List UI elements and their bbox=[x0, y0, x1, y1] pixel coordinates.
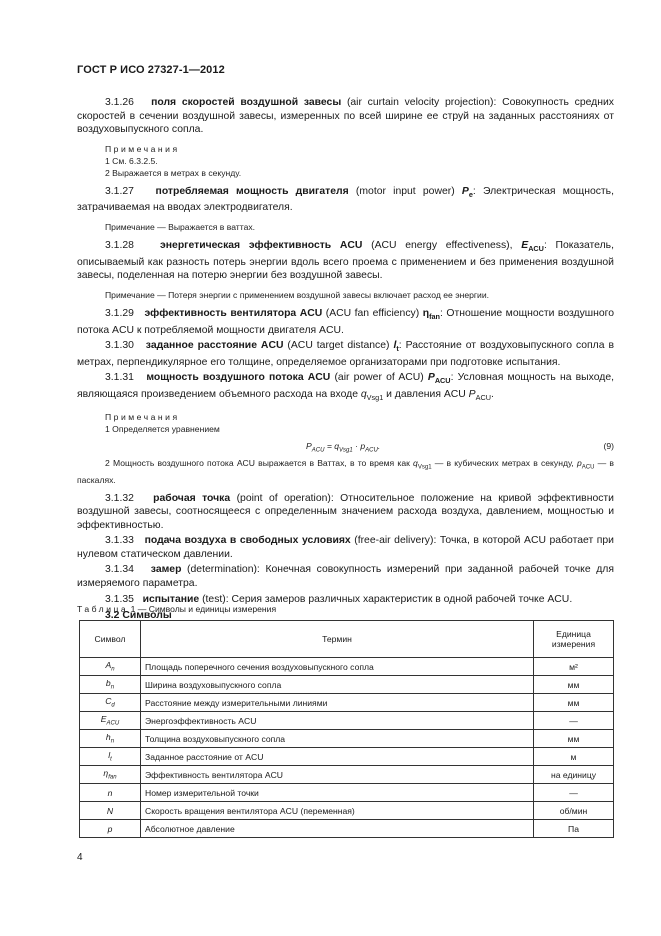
symbol-subscript: ACU bbox=[528, 244, 544, 254]
table-row bbox=[80, 784, 614, 802]
symbol-subscript: d bbox=[111, 702, 115, 709]
definition-3-1-31 bbox=[77, 371, 614, 404]
equation-number: (9) bbox=[603, 440, 614, 451]
definition-number: 3.1.35 bbox=[105, 593, 134, 605]
symbol: p bbox=[107, 823, 113, 834]
definition-text: : Отношение мощности воздушного потока ACU к потребляемой мощности двигателя ACU. bbox=[77, 307, 614, 336]
equation-lhs-subscript: ACU bbox=[311, 447, 325, 454]
definition-3-1-33 bbox=[77, 534, 614, 561]
symbol-cell bbox=[80, 748, 141, 766]
symbol: b bbox=[105, 678, 111, 689]
table-header-row bbox=[80, 621, 614, 658]
equation-p-subscript: ACU bbox=[365, 447, 378, 454]
equation-9 bbox=[77, 437, 614, 455]
symbol: C bbox=[105, 696, 112, 707]
column-header-unit: Единица измерения bbox=[534, 621, 614, 658]
note-item: Примечание — Потеря энергии с применением воздушной завесы включает расход ее энергии. bbox=[105, 289, 490, 300]
symbol: P bbox=[461, 185, 469, 197]
definition-text: (point of operation): Относительное положение на кривой эффективности воздушной завесы, соотносящееся с определенным значением расхода воздуха, давлением, мощностью и эффективностью. bbox=[77, 492, 614, 531]
document-body bbox=[77, 96, 614, 623]
symbol: P bbox=[427, 372, 435, 384]
flow-subscript: Vsg1 bbox=[417, 464, 432, 471]
note-item bbox=[77, 457, 614, 486]
definition-number: 3.1.33 bbox=[105, 535, 134, 547]
unit-cell: — bbox=[534, 712, 614, 730]
symbol-cell bbox=[80, 766, 141, 784]
flow-symbol: q bbox=[360, 389, 367, 401]
pressure-symbol: P bbox=[468, 389, 476, 401]
term-cell: Расстояние между измерительными линиями bbox=[141, 694, 534, 712]
note-3-1-28 bbox=[77, 289, 614, 301]
definition-end: . bbox=[490, 389, 494, 401]
note-item: 1 Определяется уравнением bbox=[105, 423, 220, 434]
definition-3-1-30 bbox=[77, 339, 614, 369]
table-row bbox=[80, 820, 614, 838]
note-text: 2 Мощность воздушного потока ACU выражается в Ваттах, в то время как bbox=[105, 457, 414, 468]
notes-3-1-31 bbox=[77, 411, 614, 486]
term-cell: Абсолютное давление bbox=[141, 820, 534, 838]
definition-text: : Расстояние от воздуховыпускного сопла в метрах, перпендикулярное его толщине, определяемое организаторами при подготовке испытания. bbox=[77, 340, 614, 368]
symbol: E bbox=[100, 714, 107, 725]
unit-cell: на единицу bbox=[534, 766, 614, 784]
term-cell: Площадь поперечного сечения воздуховыпускного сопла bbox=[141, 658, 534, 676]
term-cell: Эффективность вентилятора ACU bbox=[141, 766, 534, 784]
document-header: ГОСТ Р ИСО 27327-1—2012 bbox=[77, 64, 225, 76]
column-header-symbol: Символ bbox=[80, 621, 141, 658]
definition-number: 3.1.26 bbox=[105, 97, 134, 108]
symbol-cell bbox=[80, 694, 141, 712]
table-row bbox=[80, 802, 614, 820]
definition-english: (ACU fan efficiency) bbox=[322, 307, 423, 319]
unit-cell: — bbox=[534, 784, 614, 802]
table-row bbox=[80, 694, 614, 712]
definition-english: (air power of ACU) bbox=[330, 372, 428, 384]
definition-english: (motor input power) bbox=[348, 185, 462, 197]
definition-number: 3.1.34 bbox=[105, 564, 134, 576]
definition-text: : Условная мощность на выходе, являющаяся произведением объемного расхода на входе bbox=[77, 372, 614, 401]
symbol: η bbox=[422, 307, 430, 319]
unit-cell: м² bbox=[534, 658, 614, 676]
unit-cell: мм bbox=[534, 676, 614, 694]
definition-term: заданное расстояние ACU bbox=[145, 340, 284, 352]
unit-cell: мм bbox=[534, 694, 614, 712]
pressure-symbol: p bbox=[576, 457, 582, 468]
notes-title: Примечания bbox=[105, 143, 180, 154]
definition-term: поля скоростей воздушной завесы bbox=[151, 97, 342, 108]
definition-number: 3.1.32 bbox=[105, 492, 134, 504]
definition-english: (ACU target distance) bbox=[283, 340, 394, 352]
definition-term: испытание bbox=[142, 593, 200, 605]
definition-text-continued: и давления ACU bbox=[383, 389, 469, 401]
definition-term: замер bbox=[150, 564, 182, 576]
note-item: 1 См. 6.3.2.5. bbox=[105, 155, 158, 166]
definition-3-1-26 bbox=[77, 96, 614, 137]
definition-3-1-28 bbox=[77, 239, 614, 283]
symbol-subscript: t bbox=[396, 344, 399, 354]
symbol-subscript: ACU bbox=[434, 376, 451, 386]
term-cell: Скорость вращения вентилятора ACU (переменная) bbox=[141, 802, 534, 820]
definition-term: потребляемая мощность двигателя bbox=[155, 185, 349, 197]
symbol-subscript: e bbox=[468, 189, 473, 199]
symbol-cell bbox=[80, 730, 141, 748]
table-title bbox=[77, 604, 276, 614]
definition-term: эффективность вентилятора ACU bbox=[144, 307, 323, 319]
note-item: Примечание — Выражается в ваттах. bbox=[105, 222, 256, 233]
notes-title: Примечания bbox=[105, 411, 180, 422]
symbol: A bbox=[105, 660, 112, 671]
equation-end: . bbox=[377, 440, 381, 451]
symbol: N bbox=[106, 805, 114, 816]
symbol-cell bbox=[80, 712, 141, 730]
symbol-subscript: fan bbox=[429, 311, 440, 321]
definition-text: (test): Серия замеров различных характеристик в одной рабочей точке ACU. bbox=[199, 593, 573, 605]
note-text-end: — в паскалях. bbox=[77, 457, 614, 485]
unit-cell: м bbox=[534, 748, 614, 766]
definition-term: энергетическая эффективность ACU bbox=[160, 240, 363, 252]
symbol-subscript: n bbox=[110, 684, 115, 691]
definition-text: (free-air delivery): Точка, в которой ACU работает при нулевом статическом давлении. bbox=[77, 535, 614, 560]
unit-cell: Па bbox=[534, 820, 614, 838]
table-row bbox=[80, 712, 614, 730]
definition-3-1-29 bbox=[77, 307, 614, 337]
symbol-subscript: fan bbox=[108, 774, 117, 781]
symbol: h bbox=[105, 732, 111, 743]
equation bbox=[306, 440, 380, 458]
definition-3-1-32 bbox=[77, 492, 614, 533]
unit-cell: об/мин bbox=[534, 802, 614, 820]
symbol-cell bbox=[80, 784, 141, 802]
definition-term: рабочая точка bbox=[153, 492, 231, 504]
equation-q-subscript: Vsg1 bbox=[339, 447, 353, 454]
symbol-subscript: t bbox=[110, 756, 112, 763]
definition-3-1-27 bbox=[77, 185, 614, 215]
column-header-term: Термин bbox=[141, 621, 534, 658]
symbol-subscript: n bbox=[111, 666, 115, 673]
definition-text: : Электрическая мощность, затрачиваемая на вводах электродвигателя. bbox=[77, 185, 614, 214]
definition-term: подача воздуха в свободных условиях bbox=[144, 535, 351, 547]
equation-q: = q bbox=[324, 440, 340, 451]
table-title-text: 1 — Символы и единицы измерения bbox=[128, 604, 277, 614]
symbol-subscript: n bbox=[110, 738, 115, 745]
symbol-subscript: ACU bbox=[106, 720, 120, 727]
term-cell: Заданное расстояние от ACU bbox=[141, 748, 534, 766]
definition-text: (determination): Конечная совокупность измерений при заданной рабочей точке для измеряемого параметра. bbox=[77, 564, 614, 590]
flow-symbol: q bbox=[413, 457, 418, 468]
definition-term: мощность воздушного потока ACU bbox=[146, 372, 331, 384]
pressure-subscript: ACU bbox=[581, 464, 595, 471]
note-item: 2 Выражается в метрах в секунду. bbox=[105, 167, 242, 178]
equation-lhs: P bbox=[306, 440, 312, 451]
term-cell: Номер измерительной точки bbox=[141, 784, 534, 802]
flow-subscript: Vsg1 bbox=[366, 393, 384, 403]
term-cell: Ширина воздуховыпускного сопла bbox=[141, 676, 534, 694]
symbol: n bbox=[107, 787, 113, 798]
table-row bbox=[80, 766, 614, 784]
term-cell: Толщина воздуховыпускного сопла bbox=[141, 730, 534, 748]
definition-number: 3.1.28 bbox=[105, 240, 134, 252]
symbol: E bbox=[521, 240, 529, 252]
table-body bbox=[80, 658, 614, 838]
symbol-cell bbox=[80, 658, 141, 676]
symbol-cell bbox=[80, 820, 141, 838]
definition-number: 3.1.31 bbox=[105, 372, 134, 384]
note-text-continued: — в кубических метрах в секунду, bbox=[431, 457, 577, 468]
symbol: η bbox=[103, 768, 109, 779]
definition-number: 3.1.29 bbox=[105, 307, 134, 319]
table-row bbox=[80, 730, 614, 748]
table-title-label: Таблица bbox=[77, 604, 129, 614]
symbol-cell bbox=[80, 676, 141, 694]
definition-text: (air curtain velocity projection): Совокупность средних скоростей в сечении воздушной завесы, измеренных по всей ширине ее струй на заданных расстояниях от воздуховыпускного сопла. bbox=[77, 97, 614, 136]
definition-number: 3.1.30 bbox=[105, 340, 134, 352]
table-row bbox=[80, 748, 614, 766]
symbol-cell bbox=[80, 802, 141, 820]
page-number: 4 bbox=[77, 852, 83, 863]
pressure-subscript: ACU bbox=[475, 393, 491, 403]
table-row bbox=[80, 676, 614, 694]
symbol: l bbox=[393, 340, 397, 352]
equation-p: · p bbox=[352, 440, 366, 451]
term-cell: Энергоэффективность ACU bbox=[141, 712, 534, 730]
symbols-table bbox=[79, 620, 614, 838]
notes-3-1-26 bbox=[77, 143, 614, 179]
definition-number: 3.1.27 bbox=[105, 185, 134, 197]
unit-cell: мм bbox=[534, 730, 614, 748]
table-row bbox=[80, 658, 614, 676]
definition-text: : Показатель, описываемый как разность потерь энергии вдоль всего проема с применением и без применения воздушной завесы, поделенная на потерю энергии без воздушной завесы. bbox=[77, 240, 614, 282]
definition-3-1-34 bbox=[77, 563, 614, 590]
symbol: l bbox=[108, 750, 111, 761]
note-3-1-27 bbox=[77, 221, 614, 233]
section-heading: 3.2 Символы bbox=[105, 610, 172, 622]
definition-english: (ACU energy effectiveness), bbox=[362, 240, 522, 252]
